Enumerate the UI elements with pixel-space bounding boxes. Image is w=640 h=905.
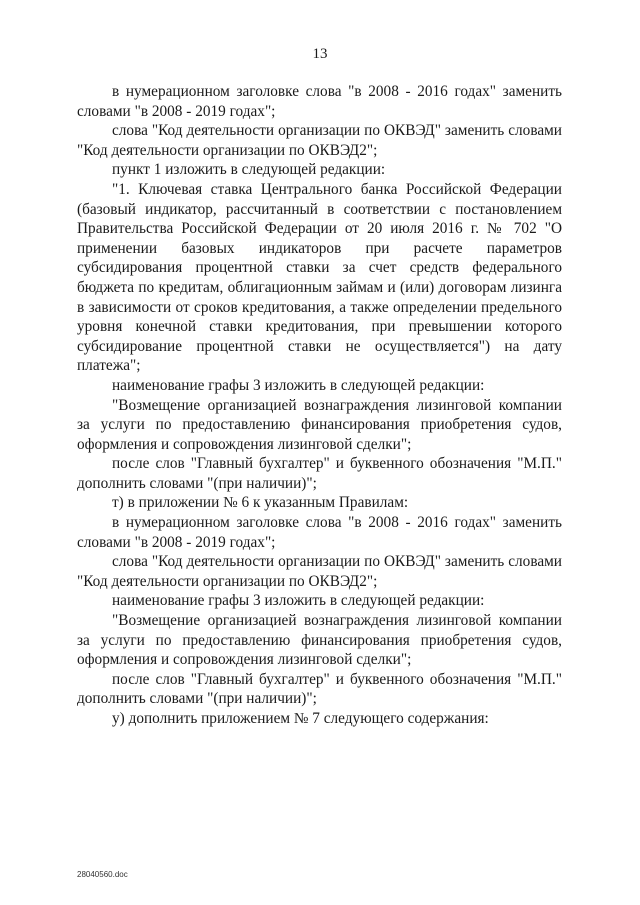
paragraph-7: после слов "Главный бухгалтер" и буквенного обозначения "М.П." дополнить словами "(при наличии)"; bbox=[77, 455, 562, 492]
page-number: 13 bbox=[312, 46, 328, 62]
paragraph-14: у) дополнить приложением № 7 следующего содержания: bbox=[112, 710, 489, 727]
paragraph-2: слова "Код деятельности организации по ОКВЭД" заменить словами "Код деятельности организации по ОКВЭД2"; bbox=[77, 122, 562, 159]
paragraph-9: в нумерационном заголовке слова "в 2008 - 2016 годах" заменить словами "в 2008 - 2019 годах"; bbox=[77, 514, 562, 551]
paragraph-10: слова "Код деятельности организации по ОКВЭД" заменить словами "Код деятельности организации по ОКВЭД2"; bbox=[77, 553, 562, 590]
paragraph-5: наименование графы 3 изложить в следующей редакции: bbox=[112, 376, 485, 394]
footer-file-code: 28040560.doc bbox=[77, 870, 128, 879]
paragraph-6: "Возмещение организацией вознаграждения лизинговой компании за услуги по предоставлению финансирования приобретения судов, оформления и сопровождения лизинговой сделки"; bbox=[77, 396, 562, 453]
document-body bbox=[77, 82, 562, 729]
paragraph-8: т) в приложении № 6 к указанным Правилам: bbox=[112, 494, 409, 512]
paragraph-1: в нумерационном заголовке слова "в 2008 - 2016 годах" заменить словами "в 2008 - 2019 годах"; bbox=[77, 83, 562, 120]
paragraph-4: "1. Ключевая ставка Центрального банка Российской Федерации (базовый индикатор, рассчитанный в соответствии с постановлением Правительства Российской Федерации от 20 июля 2016 г. № 702 "О применении базовых индикаторов при расчете параметров субсидирования процентной ставки за счет средств федерального бюджета по кредитам, облигационным займам и (или) договорам лизинга в зависимости от сроков кредитования, а также определении предельного уровня конечной ставки кредитования, при превышении которого субсидирование процентной ставки не осуществляется") на дату платежа"; bbox=[77, 180, 562, 375]
paragraph-3: пункт 1 изложить в следующей редакции: bbox=[112, 161, 386, 179]
paragraph-13: после слов "Главный бухгалтер" и буквенного обозначения "М.П." дополнить словами "(при наличии)"; bbox=[77, 670, 562, 708]
paragraph-12: "Возмещение организацией вознаграждения лизинговой компании за услуги по предоставлению финансирования приобретения судов, оформления и сопровождения лизинговой сделки"; bbox=[77, 612, 562, 669]
paragraph-11: наименование графы 3 изложить в следующей редакции: bbox=[112, 592, 485, 610]
